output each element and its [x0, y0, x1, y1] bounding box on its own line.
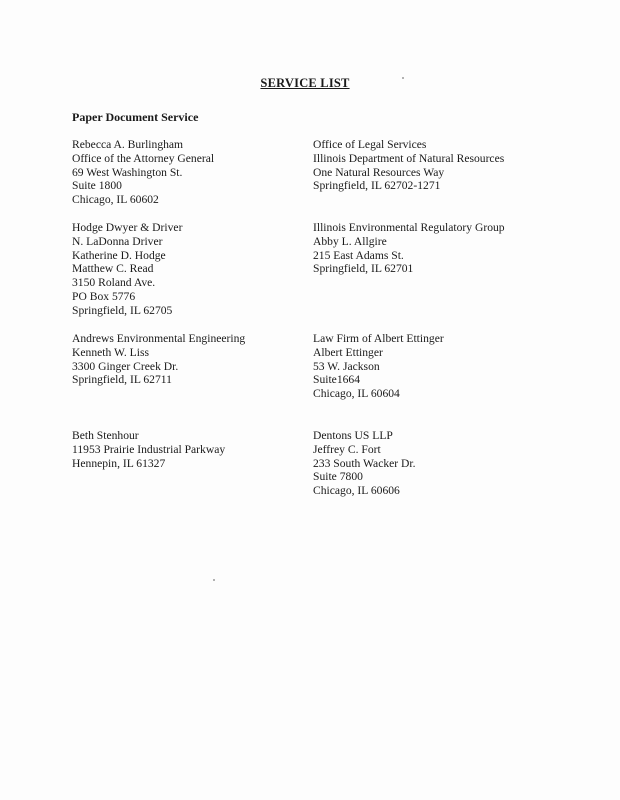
address-block-stenhour: [72, 429, 225, 470]
address-line: 53 W. Jackson: [313, 359, 380, 373]
address-line: Dentons US LLP: [313, 429, 393, 442]
address-line: Suite 1800: [72, 179, 122, 193]
address-line: Springfield, IL 62711: [72, 373, 172, 387]
address-block-burlingham: [72, 138, 214, 207]
scan-speck: [402, 77, 404, 79]
section-heading: Paper Document Service: [72, 110, 199, 124]
address-line: Albert Ettinger: [313, 345, 383, 359]
address-line: Hodge Dwyer & Driver: [72, 221, 183, 234]
address-line: Katherine D. Hodge: [72, 248, 166, 262]
address-line: 233 South Wacker Dr.: [313, 456, 416, 470]
address-line: Office of the Attorney General: [72, 151, 215, 165]
address-line: Chicago, IL 60606: [313, 484, 400, 498]
address-line: Beth Stenhour: [72, 429, 139, 442]
address-line: Suite1664: [313, 373, 361, 387]
address-line: Jeffrey C. Fort: [313, 442, 381, 456]
address-line: 11953 Prairie Industrial Parkway: [72, 442, 226, 456]
address-line: One Natural Resources Way: [313, 165, 445, 179]
address-line: Illinois Environmental Regulatory Group: [313, 221, 505, 234]
address-line: Springfield, IL 62702-1271: [313, 179, 441, 193]
address-line: Office of Legal Services: [313, 138, 427, 151]
address-block-ettinger: [313, 332, 444, 401]
scan-speck: [213, 579, 215, 581]
address-line: Law Firm of Albert Ettinger: [313, 332, 444, 345]
address-block-hodge-dwyer-driver: [72, 221, 182, 318]
address-line: 215 East Adams St.: [313, 248, 404, 262]
address-line: Suite 7800: [313, 470, 363, 484]
address-block-dentons: [313, 429, 416, 498]
address-block-andrews-engineering: [72, 332, 245, 387]
address-line: Matthew C. Read: [72, 262, 154, 276]
address-line: Rebecca A. Burlingham: [72, 138, 184, 151]
address-line: Abby L. Allgire: [313, 234, 387, 248]
address-line: Chicago, IL 60602: [72, 193, 159, 207]
address-line: PO Box 5776: [72, 289, 136, 303]
address-block-regulatory-group: [313, 221, 505, 276]
page-title: SERVICE LIST: [260, 76, 350, 90]
address-line: Illinois Department of Natural Resources: [313, 151, 505, 165]
address-line: Andrews Environmental Engineering: [72, 332, 246, 345]
address-line: Springfield, IL 62705: [72, 303, 173, 317]
address-line: 3150 Roland Ave.: [72, 276, 156, 290]
address-line: Kenneth W. Liss: [72, 345, 149, 359]
address-line: N. LaDonna Driver: [72, 234, 163, 248]
address-line: Chicago, IL 60604: [313, 387, 400, 401]
address-line: 69 West Washington St.: [72, 165, 183, 179]
address-line: Springfield, IL 62701: [313, 262, 414, 276]
address-line: 3300 Ginger Creek Dr.: [72, 359, 179, 373]
address-line: Hennepin, IL 61327: [72, 456, 166, 470]
address-block-legal-services: [313, 138, 504, 193]
